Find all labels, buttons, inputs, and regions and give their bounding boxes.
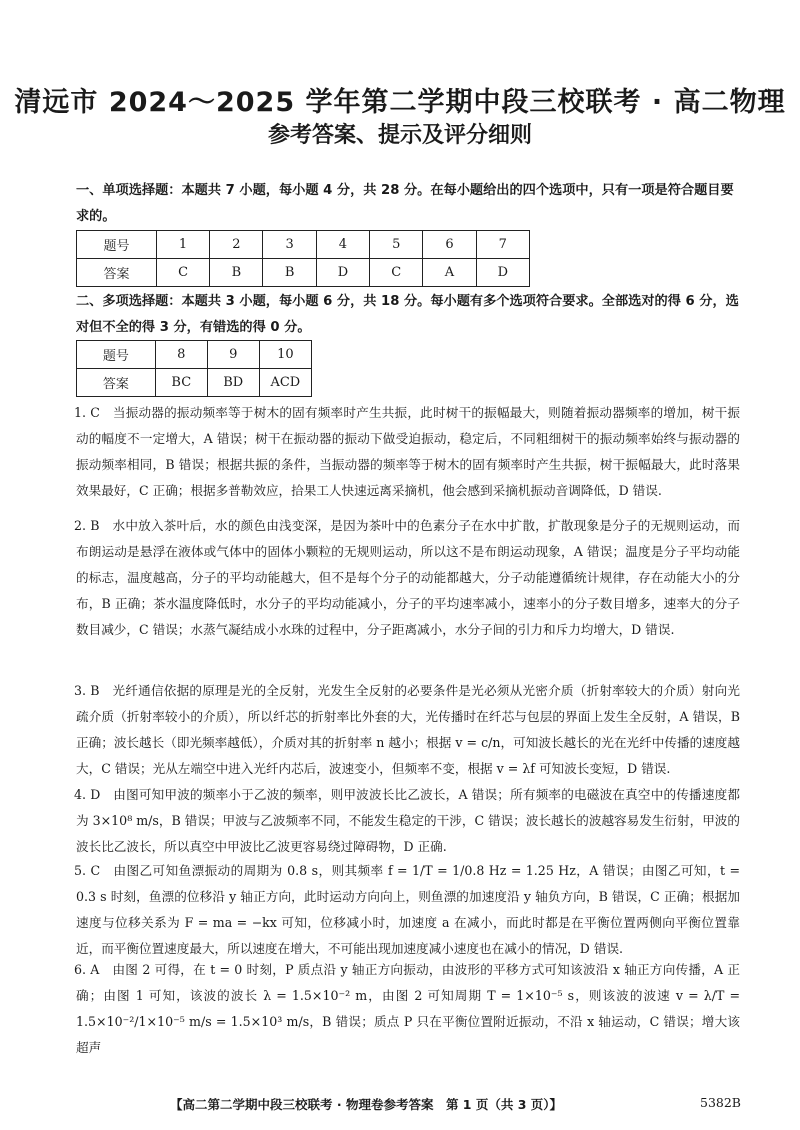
explanation-item xyxy=(76,678,740,782)
row-header: 题号 xyxy=(77,231,157,259)
answer-cell: C xyxy=(156,259,209,287)
answer-cell: B xyxy=(210,259,263,287)
explanation-label: 1. C xyxy=(74,405,100,420)
answer-cell: ACD xyxy=(259,369,311,397)
question-number: 6 xyxy=(423,231,476,259)
section-multiple-choice-heading: 二、多项选择题：本题共 3 小题，每小题 6 分，共 18 分。每小题有多个选项符合要求。全部选对的得 6 分，选对但不全的得 3 分，有错选的得 0 分。 xyxy=(76,294,739,335)
section-single-choice-heading: 一、单项选择题：本题共 7 小题，每小题 4 分，共 28 分。在每小题给出的四个选项中，只有一项是符合题目要求的。 xyxy=(76,183,734,224)
question-number: 1 xyxy=(156,231,209,259)
explanation-item xyxy=(76,782,740,860)
single-choice-answer-table xyxy=(76,230,530,287)
explanation-text: 由图乙可知鱼漂振动的周期为 0.8 s，则其频率 f = 1/T = 1/0.8 Hz = 1.25 Hz，A 错误；由图乙可知，t = 0.3 s 时刻，鱼漂的位移沿 y 轴正方向，此时运动方向向上，则鱼漂的加速度沿 y 轴负方向，B 错误，C 正确；根据加速度与位移关系为 F = ma = −kx 可知，位移减小时，加速度 a 在减小，而此时都是在平衡位置两侧向平衡位置靠近，而平衡位置速度最大，所以速度在增大，不可能出现加速度减小速度也在减小的情况，D 错误. xyxy=(76,863,740,956)
row-header: 题号 xyxy=(77,341,156,369)
explanation-text: 水中放入茶叶后，水的颜色由浅变深，是因为茶叶中的色素分子在水中扩散，扩散现象是分子的无规则运动，而布朗运动是悬浮在液体或气体中的固体小颗粒的无规则运动，所以这不是布朗运动现象，A 错误；温度是分子平均动能的标志，温度越高，分子的平均动能越大，但不是每个分子的动能都越大，分子动能遵循统计规律，存在动能大小的分布，B 正确；茶水温度降低时，水分子的平均动能减小，分子的平均速率减小，速率小的分子数目增多，速率大的分子数目减少，C 错误；水蒸气凝结成小水珠的过程中，分子距离减小，水分子间的引力和斥力均增大，D 错误. xyxy=(76,518,741,637)
answer-cell: C xyxy=(370,259,423,287)
answer-cell: BD xyxy=(207,369,259,397)
question-number: 2 xyxy=(210,231,263,259)
question-number: 5 xyxy=(370,231,423,259)
explanation-label: 3. B xyxy=(74,683,100,698)
answer-cell: D xyxy=(316,259,369,287)
explanation-item xyxy=(76,858,740,962)
question-number: 4 xyxy=(316,231,369,259)
explanation-item xyxy=(76,513,740,643)
explanation-item xyxy=(76,400,740,504)
explanation-text: 由图 2 可得，在 t = 0 时刻，P 质点沿 y 轴正方向振动，由波形的平移方式可知该波沿 x 轴正方向传播，A 正确；由图 1 可知，该波的波长 λ = 1.5×10⁻² m，由图 2 可知周期 T = 1×10⁻⁵ s，则该波的波速 v = λ/T = 1.5×10⁻²/1×10⁻⁵ m/s = 1.5×10³ m/s，B 错误；质点 P 只在平衡位置附近振动，不沿 x 轴运动，C 错误；增大该超声 xyxy=(76,962,740,1055)
explanation-label: 6. A xyxy=(74,962,100,977)
question-number: 8 xyxy=(155,341,207,369)
explanation-label: 5. C xyxy=(74,863,101,878)
answer-cell: BC xyxy=(155,369,207,397)
answer-cell: A xyxy=(423,259,476,287)
question-number: 7 xyxy=(476,231,529,259)
answer-cell: D xyxy=(476,259,529,287)
table-row xyxy=(77,341,312,369)
explanation-text: 当振动器的振动频率等于树木的固有频率时产生共振，此时树干的振幅最大，则随着振动器频率的增加，树干振动的幅度不一定增大，A 错误；树干在振动器的振动下做受迫振动，稳定后，不同粗细树干的振动频率始终与振动器的振动频率相同，B 错误；根据共振的条件，当振动器的频率等于树木的固有频率时产生共振，树干振幅最大，此时落果效果最好，C 正确；根据多普勒效应，拾果工人快速远离采摘机，他会感到采摘机振动音调降低，D 错误. xyxy=(76,405,741,498)
page-footer: 【高二第二学期中段三校联考 · 物理卷参考答案 第 1 页（共 3 页）】 xyxy=(170,1097,563,1112)
table-row xyxy=(77,259,530,287)
explanation-item xyxy=(76,957,740,1061)
multiple-choice-answer-table xyxy=(76,340,312,397)
table-row xyxy=(77,369,312,397)
question-number: 10 xyxy=(259,341,311,369)
question-number: 9 xyxy=(207,341,259,369)
explanation-label: 4. D xyxy=(74,787,101,802)
explanation-text: 光纤通信依据的原理是光的全反射，光发生全反射的必要条件是光必须从光密介质（折射率较大的介质）射向光疏介质（折射率较小的介质），所以纤芯的折射率比外套的大，光传播时在纤芯与包层的界面上发生全反射，A 错误，B 正确；波长越长（即光频率越低），介质对其的折射率 n 越小；根据 v = c/n，可知波长越长的光在光纤中传播的速度越大，C 错误；光从左端空中进入光纤内芯后，波速变小，但频率不变，根据 v = λf 可知波长变短，D 错误. xyxy=(76,683,741,776)
row-header: 答案 xyxy=(77,259,157,287)
row-header: 答案 xyxy=(77,369,156,397)
table-row xyxy=(77,231,530,259)
page-title: 清远市 2024～2025 学年第二学期中段三校联考 · 高二物理 xyxy=(14,87,786,118)
answer-cell: B xyxy=(263,259,316,287)
explanation-text: 由图可知甲波的频率小于乙波的频率，则甲波波长比乙波长，A 错误；所有频率的电磁波在真空中的传播速度都为 3×10⁸ m/s，B 错误；甲波与乙波频率不同，不能发生稳定的干涉，C 错误；波长越长的波越容易发生衍射，甲波的波长比乙波长，所以真空中甲波比乙波更容易绕过障碍物，D 正确. xyxy=(76,787,740,854)
question-number: 3 xyxy=(263,231,316,259)
page-subtitle: 参考答案、提示及评分细则 xyxy=(267,123,532,148)
paper-code: 5382B xyxy=(700,1095,741,1110)
explanation-label: 2. B xyxy=(74,518,100,533)
